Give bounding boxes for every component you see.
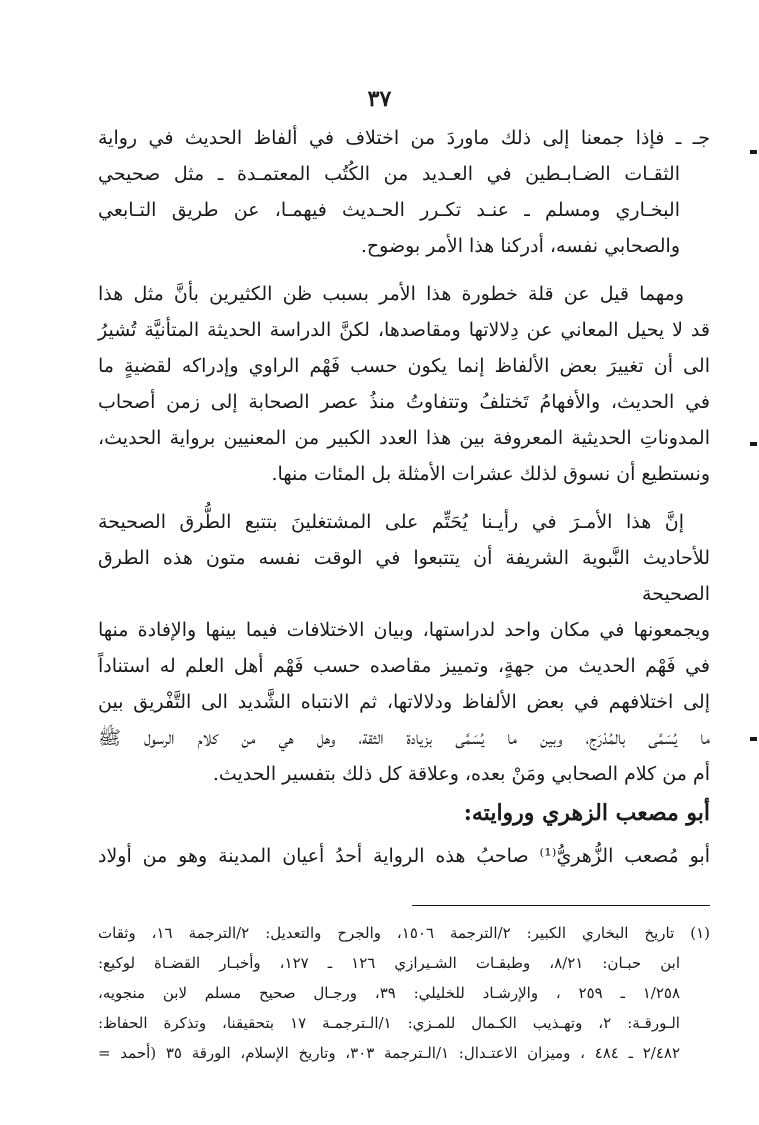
margin-mark <box>750 442 757 446</box>
text-line: في فَهْم الحديث من جهةٍ، وتمييز مقاصده حسب فَهْم أهل العلم له استناداً <box>98 655 710 677</box>
text-line: الثقـات الضـابـطين في العـديد من الكُتُب المعتمـدة ـ مثل صحيحي <box>98 163 680 185</box>
footnote-line: ابن حبـان: ٨/٢١، وطبقـات الشـيرازي ١٢٦ ـ ١٢٧، وأخبـار القضـاة لوكيع: <box>98 954 680 972</box>
text-line: ومهما قيل عن قلة خطورة هذا الأمر بسبب ظن الكثيرين بأنَّ مثل هذا <box>98 283 684 305</box>
text-line: للأحاديث النَّبوية الشريفة أن يتتبعوا في الوقت نفسه متون هذه الطرق الصحيحة <box>98 547 710 605</box>
text-line: البخـاري ومسلم ـ عنـد تكـرر الحـديث فيهمـا، عن طريق التـابعي <box>98 199 680 221</box>
text-line: قد لا يحيل المعاني عن دِلالاتها ومقاصدها، لكنَّ الدراسة الحديثة المتأنيَّة تُشيرُ <box>98 319 710 341</box>
paragraph-3 <box>98 504 710 792</box>
text-line: جـ ـ فإذا جمعنا إلى ذلك ماوردَ من اختلاف في ألفاظ الحديث في رواية <box>98 127 710 149</box>
section-paragraph <box>98 838 710 874</box>
footnote-line: ٢/٤٨٢ ـ ٤٨٤ ، وميزان الاعتـدال: ١/الـترجمة ٣٠٣، وتاريخ الإسلام، الورقة ٣٥ (أحمد = <box>98 1044 680 1062</box>
paragraph-jim <box>98 120 710 264</box>
text-line: ونستطيع أن نسوق لذلك عشرات الأمثلة بل المئات منها. <box>271 463 710 485</box>
paragraph-2 <box>98 276 710 492</box>
text-line: الى أن تغييرَ بعض الألفاظ إنما يكون حسب فَهْم الراوي وإدراكه لقضيةٍ ما <box>98 355 710 377</box>
text-line: والصحابي نفسه، أدركنا هذا الأمر بوضوح. <box>360 235 680 257</box>
section-heading: أبو مصعب الزهري وروايته: <box>463 800 710 826</box>
text-line: المدوناتِ الحديثية المعروفة بين هذا العدد الكبير من المعنيين برواية الحديث، <box>98 427 710 449</box>
text-line: أبو مُصعب الزُّهريُّ⁽¹⁾ صاحبُ هذه الرواية أحدُ أعيان المدينة وهو من أولاد <box>98 845 711 867</box>
text-line: إلى اختلافهم في بعض الألفاظ ودلالاتها، ثم الانتباه الشَّديد الى التَّفْريق بين <box>98 691 710 713</box>
text-line: أم من كلام الصحابي ومَنْ بعده، وعلاقة كل ذلك بتفسير الحديث. <box>212 763 710 785</box>
text-line: ويجمعونها في مكان واحد لدراستها، وبيان الاختلافات فيما بينها والإفادة منها <box>98 619 710 641</box>
text-line: إنَّ هذا الأمـرَ في رأيـنا يُحَتِّم على المشتغلينَ بتتبع الطُّرق الصحيحة <box>98 511 684 533</box>
footnote-divider <box>412 905 710 906</box>
main-text <box>98 120 710 792</box>
footnote-line: (١) تاريخ البخاري الكبير: ٢/الترجمة ١٥٠٦، والجرح والتعديل: ٢/الترجمة ١٦، وثقات <box>98 924 710 942</box>
text-line: في الحديث، والأفهامُ تَختلفُ وتتفاوتُ منذُ عصر الصحابة إلى زمن أصحاب <box>98 391 710 413</box>
footnotes <box>98 918 710 1068</box>
text-line: ما يُسَمَّى بالمُدْرَج، وبين ما يُسَمَّى بزيادة الثقة، وهل هي من كلام الرسول ﷺ <box>98 727 710 749</box>
footnote-line: الـورقـة: ٢، وتهـذيب الكـمال للمـزي: ١/الـترجمـة ١٧ بتحقيقنا، وتذكرة الحفاظ: <box>98 1014 680 1032</box>
footnote-line: ١/٢٥٨ ـ ٢٥٩ ، والإرشـاد للخليلي: ٣٩، ورجـال صحيح مسلم لابن منجويه، <box>98 984 680 1002</box>
margin-mark <box>750 150 757 154</box>
margin-mark <box>750 737 757 741</box>
page-number: ٣٧ <box>367 86 392 112</box>
